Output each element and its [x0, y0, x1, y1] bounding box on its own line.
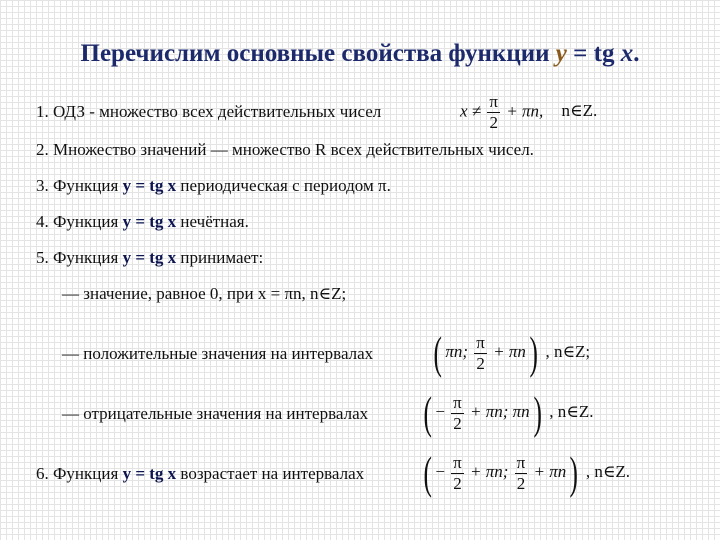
f4-den: 2: [453, 473, 462, 493]
p4-fn: y = tg x: [122, 212, 177, 231]
f4-fraction-2: [515, 453, 528, 494]
f3-close-paren: ): [533, 387, 542, 438]
f4-fraction-1: [451, 453, 464, 494]
f1-cond: n∈Z.: [561, 101, 598, 121]
formula-domain: [460, 92, 597, 133]
f4-den2: 2: [516, 473, 526, 493]
property-5a: — значение, равное 0, при x = πn, n∈Z;: [62, 284, 347, 303]
title-y: y: [555, 40, 567, 67]
f1-right: + πn,: [506, 101, 544, 121]
p6-post: возрастает на интервалах: [176, 464, 365, 483]
property-5: [36, 248, 263, 268]
f4-cond: , n∈Z.: [585, 461, 631, 481]
f4-right: + πn: [533, 461, 567, 481]
property-5c: — отрицательные значения на интервалах: [62, 404, 369, 423]
p3-pre: 3. Функция: [36, 176, 123, 195]
f3-den: 2: [453, 413, 462, 433]
property-3: [36, 176, 391, 196]
property-4: [36, 212, 249, 232]
formula-negative: [420, 387, 594, 438]
title-eq: = tg: [566, 40, 621, 67]
p4-post: нечётная.: [176, 212, 249, 231]
p3-post: периодическая с периодом π.: [176, 176, 391, 195]
title-dot: .: [633, 40, 640, 67]
f4-left: −: [435, 461, 445, 481]
title-text: Перечислим основные свойства функции: [80, 40, 556, 67]
p5-post: принимает:: [176, 248, 264, 267]
p6-fn: y = tg x: [122, 464, 177, 483]
f4-num2: π: [516, 452, 526, 472]
p5-pre: 5. Функция: [36, 248, 123, 267]
f4-num: π: [453, 452, 462, 472]
f1-den: 2: [489, 113, 498, 132]
f3-right: + πn; πn: [470, 401, 530, 421]
p4-pre: 4. Функция: [36, 212, 123, 231]
f2-cond: , n∈Z;: [545, 341, 591, 361]
slide-title: [0, 40, 720, 68]
f4-mid: + πn;: [470, 461, 509, 481]
f2-num: π: [476, 332, 485, 352]
f4-open-paren: (: [423, 447, 432, 498]
f1-fraction: [487, 92, 500, 133]
f2-close-paren: ): [529, 327, 538, 378]
p6-pre: 6. Функция: [36, 464, 123, 483]
f3-num: π: [453, 392, 462, 412]
f4-close-paren: ): [569, 447, 579, 498]
f1-num: π: [489, 92, 498, 111]
property-2: 2. Множество значений — множество R всех действительных чисел.: [36, 140, 534, 159]
title-x: x: [620, 40, 634, 67]
p3-fn: y = tg x: [122, 176, 177, 195]
property-6: [36, 464, 364, 484]
f2-left: πn;: [445, 341, 469, 361]
formula-positive: [430, 327, 591, 378]
p5-fn: y = tg x: [122, 248, 177, 267]
f2-den: 2: [476, 353, 485, 373]
formula-increasing: [420, 447, 631, 498]
f2-fraction: [474, 333, 487, 374]
f3-left: −: [435, 401, 445, 421]
property-1: 1. ОДЗ - множество всех действительных чисел: [36, 102, 382, 121]
f3-cond: , n∈Z.: [549, 401, 594, 421]
property-5b: — положительные значения на интервалах: [62, 344, 374, 363]
f3-open-paren: (: [423, 387, 432, 438]
f3-fraction: [451, 393, 464, 434]
f2-right: + πn: [493, 341, 526, 361]
f1-left: x ≠: [460, 101, 482, 121]
f2-open-paren: (: [433, 327, 442, 378]
